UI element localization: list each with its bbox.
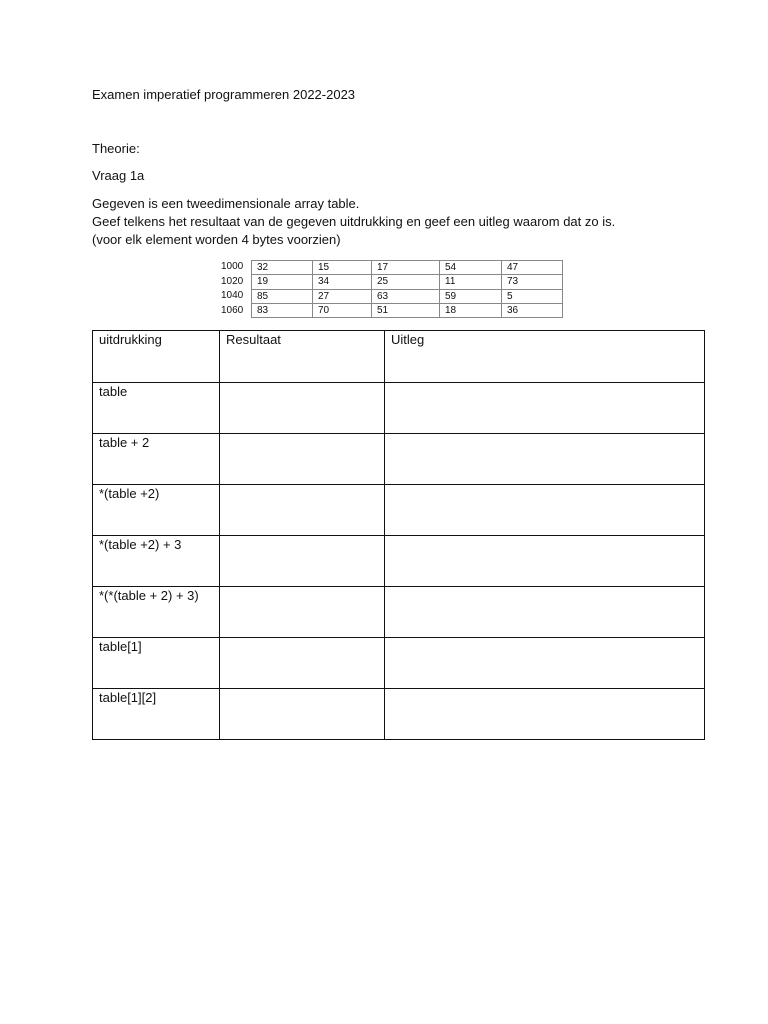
array-cell: 36	[502, 303, 563, 317]
table-row	[93, 383, 705, 434]
array-cell: 51	[372, 303, 440, 317]
result-cell[interactable]	[220, 638, 385, 689]
array-cell: 19	[252, 275, 313, 289]
table-row	[93, 689, 705, 740]
array-cell: 34	[313, 275, 372, 289]
result-cell[interactable]	[220, 536, 385, 587]
explanation-cell[interactable]	[385, 587, 705, 638]
array-row	[252, 275, 563, 289]
expression-cell: table[1][2]	[93, 689, 220, 740]
explanation-cell[interactable]	[385, 536, 705, 587]
array-row	[252, 303, 563, 317]
answer-table-header	[93, 331, 705, 383]
memory-address: 1060	[221, 304, 244, 316]
explanation-cell[interactable]	[385, 485, 705, 536]
header-uitleg: Uitleg	[385, 331, 705, 383]
expression-cell: table + 2	[93, 434, 220, 485]
explanation-cell[interactable]	[385, 383, 705, 434]
array-cell: 25	[372, 275, 440, 289]
memory-array	[221, 260, 563, 318]
table-row	[93, 536, 705, 587]
array-cell: 59	[440, 289, 502, 303]
result-cell[interactable]	[220, 383, 385, 434]
array-row	[252, 261, 563, 275]
array-cell: 63	[372, 289, 440, 303]
table-row	[93, 485, 705, 536]
array-cell: 11	[440, 275, 502, 289]
result-cell[interactable]	[220, 689, 385, 740]
array-cell: 32	[252, 261, 313, 275]
intro-line: Gegeven is een tweedimensionale array table.	[92, 196, 360, 211]
table-row	[93, 434, 705, 485]
result-cell[interactable]	[220, 587, 385, 638]
explanation-cell[interactable]	[385, 638, 705, 689]
question-heading: Vraag 1a	[92, 168, 145, 183]
explanation-cell[interactable]	[385, 689, 705, 740]
array-values-table	[251, 260, 563, 318]
array-cell: 73	[502, 275, 563, 289]
array-cell: 54	[440, 261, 502, 275]
result-cell[interactable]	[220, 485, 385, 536]
array-cell: 15	[313, 261, 372, 275]
intro-line: Geef telkens het resultaat van de gegeven uitdrukking en geef een uitleg waarom dat zo is.	[92, 214, 616, 229]
array-row	[252, 289, 563, 303]
question-intro	[92, 195, 615, 249]
array-cell: 18	[440, 303, 502, 317]
memory-address: 1020	[221, 275, 244, 287]
memory-address: 1000	[221, 261, 244, 272]
expression-cell: *(*(table + 2) + 3)	[93, 587, 220, 638]
array-cell: 27	[313, 289, 372, 303]
expression-cell: *(table +2)	[93, 485, 220, 536]
explanation-cell[interactable]	[385, 434, 705, 485]
table-row	[93, 638, 705, 689]
memory-address: 1040	[221, 290, 244, 301]
address-column	[221, 260, 251, 318]
expression-cell: table[1]	[93, 638, 220, 689]
expression-cell: *(table +2) + 3	[93, 536, 220, 587]
section-heading: Theorie:	[92, 141, 140, 156]
array-cell: 47	[502, 261, 563, 275]
expression-cell: table	[93, 383, 220, 434]
table-row	[93, 587, 705, 638]
array-cell: 83	[252, 303, 313, 317]
array-cell: 70	[313, 303, 372, 317]
header-resultaat: Resultaat	[220, 331, 385, 383]
array-cell: 85	[252, 289, 313, 303]
array-cell: 17	[372, 261, 440, 275]
document-title: Examen imperatief programmeren 2022-2023	[92, 87, 356, 102]
result-cell[interactable]	[220, 434, 385, 485]
intro-line: (voor elk element worden 4 bytes voorzien)	[92, 232, 341, 247]
answer-table	[92, 330, 705, 740]
array-cell: 5	[502, 289, 563, 303]
header-uitdrukking: uitdrukking	[93, 331, 220, 383]
